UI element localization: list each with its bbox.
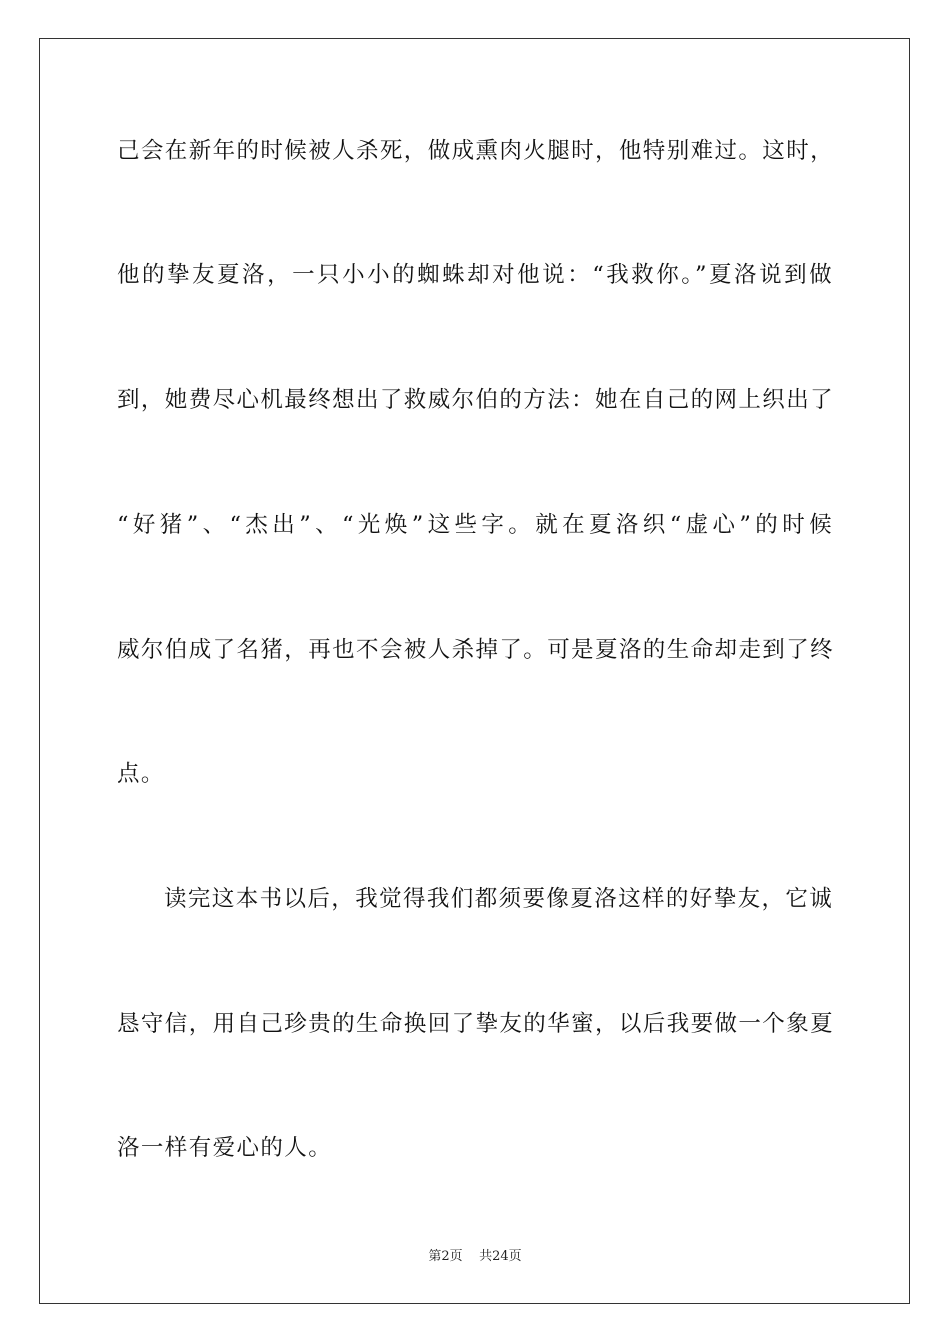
body-text-line: 到，她费尽心机最终想出了救威尔伯的方法：她在自己的网上织出了	[117, 387, 835, 413]
body-text-line: 恳守信，用自己珍贵的生命换回了挚友的华蜜，以后我要做一个象夏	[117, 1011, 835, 1037]
page-frame	[39, 38, 910, 1304]
page-number: 第2页	[428, 1249, 463, 1264]
body-text-line: 洛一样有爱心的人。	[117, 1135, 333, 1161]
body-text-line: 点。	[117, 761, 165, 787]
page-total: 共24页	[479, 1249, 522, 1264]
page-footer	[0, 1248, 950, 1266]
body-text-line: 己会在新年的时候被人杀死，做成熏肉火腿时，他特别难过。这时，	[117, 138, 835, 164]
paragraph-first-line: 读完这本书以后，我觉得我们都须要像夏洛这样的好挚友，它诚	[164, 886, 834, 912]
body-text-line: 威尔伯成了名猪，再也不会被人杀掉了。可是夏洛的生命却走到了终	[117, 637, 835, 663]
body-text-line: “好猪”、“杰出”、“光焕”这些字。就在夏洛织“虚心”的时候	[117, 512, 833, 538]
body-text-line: 他的挚友夏洛，一只小小的蜘蛛却对他说：“我救你。”夏洛说到做	[117, 262, 833, 288]
